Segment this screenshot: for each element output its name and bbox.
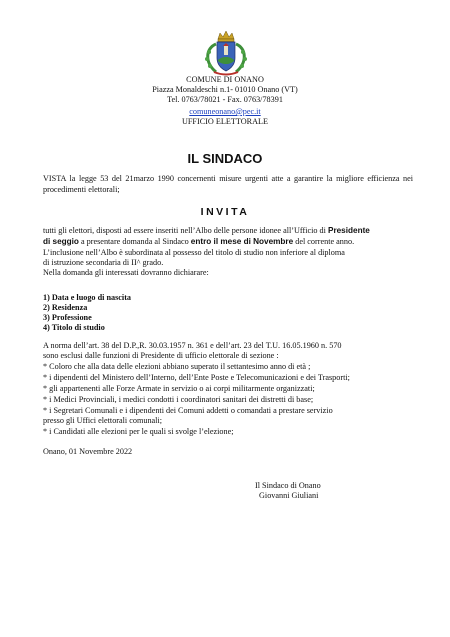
- norm-line: A norma dell’art. 38 del D.P.,R. 30.03.1957 n. 361 e dell’art. 23 del T.U. 16.05.1960 n. 570: [43, 341, 342, 350]
- comune-name: COMUNE DI ONANO: [186, 75, 264, 84]
- norm-line: * i Candidati alle elezioni per le quali si svolge l’elezione;: [43, 427, 234, 436]
- body-line-3: L’inclusione nell’Albo è subordinata al possesso del titolo di studio non inferiore al diploma: [43, 248, 345, 257]
- body-line-2-text: a presentare domanda al Sindaco: [78, 237, 191, 246]
- norm-line: * Coloro che alla data delle elezioni abbiano superato il settantesimo anno di età ;: [43, 362, 311, 371]
- body-line-1: [43, 226, 370, 236]
- requirement-item: 4) Titolo di studio: [43, 323, 105, 332]
- signature-role: Il Sindaco di Onano: [255, 481, 321, 490]
- vista-paragraph: VISTA la legge 53 del 21marzo 1990 concernenti misure urgenti atte a garantire la migliore efficienza nei procedimenti elettorali;: [43, 174, 413, 194]
- signature-name: Giovanni Giuliani: [259, 491, 319, 500]
- body-line-5: Nella domanda gli interessati dovranno dichiarare:: [43, 268, 209, 277]
- requirement-item: 2) Residenza: [43, 303, 88, 312]
- comune-address: Piazza Monaldeschi n.1- 01010 Onano (VT): [152, 85, 298, 94]
- comune-phone-fax: Tel. 0763/78021 - Fax. 0763/78391: [167, 95, 283, 104]
- email-link[interactable]: comuneonano@pec.it: [189, 107, 261, 116]
- norm-line: * i Segretari Comunali e i dipendenti dei Comuni addetti o comandati a prestare servizio: [43, 406, 333, 415]
- norm-line: * gli appartenenti alle Forze Armate in servizio o ai corpi militarmente organizzati;: [43, 384, 315, 393]
- office-name: UFFICIO ELETTORALE: [181, 117, 269, 126]
- document-date: Onano, 01 Novembre 2022: [43, 447, 133, 456]
- requirement-item: 3) Professione: [43, 313, 92, 322]
- body-line-4: di istruzione secondaria di II^ grado.: [43, 258, 164, 267]
- body-line-2: [43, 237, 354, 247]
- body-line-2-deadline: entro il mese di Novembre: [190, 237, 294, 246]
- norm-line: presso gli Uffici elettorali comunali;: [43, 416, 162, 425]
- page-title: IL SINDACO: [187, 151, 263, 166]
- body-line-2-bold: di seggio: [43, 237, 79, 246]
- header-email-line: [0, 107, 450, 117]
- body-line-1-text: tutti gli elettori, disposti ad essere inseriti nell’Albo delle persone idonee all’Ufficio di: [43, 226, 328, 235]
- comune-crest-logo: [194, 30, 258, 76]
- norm-line: sono esclusi dalle funzioni di Presidente di ufficio elettorale di sezione :: [43, 351, 279, 360]
- invita-heading: INVITA: [200, 206, 250, 218]
- requirement-item: 1) Data e luogo di nascita: [43, 293, 132, 302]
- body-line-1-bold: Presidente: [327, 226, 370, 235]
- body-line-2-end: del corrente anno.: [293, 237, 355, 246]
- norm-line: * i dipendenti del Ministero dell’Interno, dell’Ente Poste e Telecomunicazioni e dei Trasporti;: [43, 373, 350, 382]
- norm-line: * i Medici Provinciali, i medici condotti i coordinatori sanitari dei distretti di base;: [43, 395, 314, 404]
